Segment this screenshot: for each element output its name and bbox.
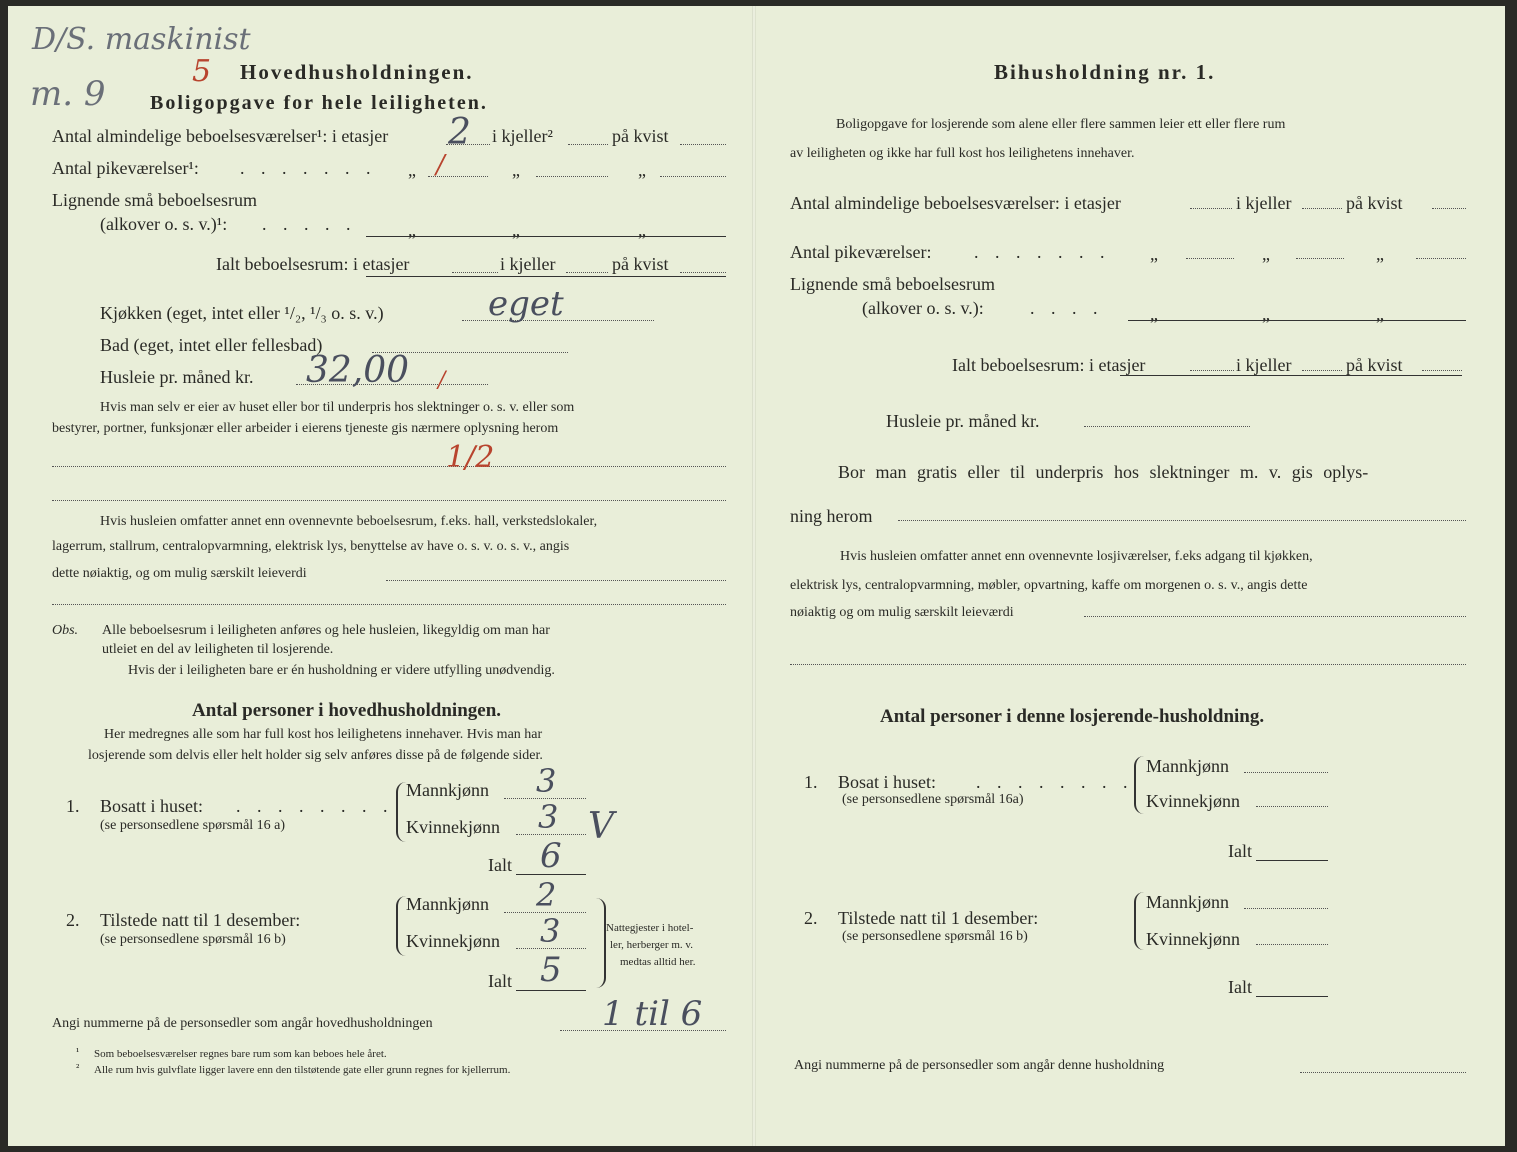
right-gratis-line1: Bor man gratis eller til underpris hos slektninger m. v. gis oplys-	[838, 462, 1369, 482]
handwritten-number: 5	[192, 54, 212, 89]
left-note1-field-2[interactable]	[52, 500, 726, 501]
left-note2-field-2[interactable]	[52, 604, 726, 605]
left-kvist-label: på kvist	[612, 126, 669, 146]
right-kvist-label: på kvist	[1346, 193, 1403, 213]
right-title: Bihusholdning nr. 1.	[994, 60, 1216, 84]
right-small-quote-3: „	[1376, 304, 1384, 324]
left-small-rooms-sub: (alkover o. s. v.)¹:	[100, 214, 228, 234]
left-ialt-etasjer-field[interactable]	[452, 272, 498, 273]
right-pike-quote-1: „	[1150, 244, 1158, 264]
left-night-note-3: medtas alltid her.	[620, 956, 696, 968]
left-footnote2-mark: ²	[76, 1062, 80, 1074]
left-kvist-field[interactable]	[680, 144, 726, 145]
right-rent-label: Husleie pr. måned kr.	[886, 411, 1040, 431]
right-pike-quote-2: „	[1262, 244, 1270, 264]
left-q1-ialt-label: Ialt	[488, 855, 512, 875]
left-kitchen-label: Kjøkken (eget, intet eller ¹/₂, ¹/₃ o. s. v.)	[100, 303, 384, 323]
left-persons-intro2: losjerende som delvis eller helt holder sig selv anføres disse på de følgende sider.	[88, 748, 543, 763]
left-note2-field[interactable]	[386, 580, 726, 581]
left-q1-label: Bosatt i huset:	[100, 796, 203, 816]
left-kjeller-field[interactable]	[568, 144, 608, 145]
right-q2-number: 2.	[804, 908, 818, 928]
left-ialt-kvist-label: på kvist	[612, 254, 669, 274]
left-note1-field[interactable]	[52, 466, 726, 467]
left-pike-quote-1: „	[408, 160, 416, 180]
right-etasjer-field[interactable]	[1190, 208, 1232, 209]
right-small-rooms-rule	[1128, 320, 1466, 321]
left-night-note-2: ler, herberger m. v.	[610, 939, 693, 951]
left-q1-sub: (se personsedlene spørsmål 16 a)	[100, 818, 286, 833]
left-note1-line1: Hvis man selv er eier av huset eller bor til underpris hos slektninger o. s. v. eller som	[100, 400, 575, 415]
left-small-quote-2: „	[512, 220, 520, 240]
right-q2-kvinne-label: Kvinnekjønn	[1146, 929, 1240, 949]
right-q1-kvinne-field[interactable]	[1256, 806, 1328, 807]
left-rooms-label: Antal almindelige beboelsesværelser¹: i etasjer	[52, 126, 389, 146]
handwritten-pike: /	[436, 150, 445, 180]
left-q2-ialt-label: Ialt	[488, 971, 512, 991]
left-footnote1: Som beboelsesværelser regnes bare rum som kan beboes hele året.	[94, 1048, 387, 1060]
left-q2-sub: (se personsedlene spørsmål 16 b)	[100, 932, 286, 947]
left-pike-quote-3: „	[638, 160, 646, 180]
page-fold	[752, 6, 756, 1146]
handwritten-q1-tick: V	[588, 806, 614, 847]
left-ialt-rum-label: Ialt beboelsesrum: i etasjer	[216, 254, 410, 274]
handwritten-ship: D/S. maskinist	[32, 22, 251, 57]
handwritten-etasjer: 2	[448, 112, 471, 153]
left-ialt-kjeller-label: i kjeller	[500, 254, 556, 274]
right-ialt-kjeller-field[interactable]	[1302, 370, 1342, 371]
right-intro-line2: av leiligheten og ikke har full kost hos leilighetens innehaver.	[790, 146, 1135, 161]
right-q2-mann-field[interactable]	[1244, 908, 1328, 909]
left-note2-line2: lagerrum, stallrum, centralopvarmning, elektrisk lys, benyttelse av have o. s. v. o. s. v., angis	[52, 539, 570, 554]
left-night-brace	[594, 898, 606, 988]
right-q1-mann-field[interactable]	[1244, 772, 1328, 773]
left-pike-kvist-field[interactable]	[660, 176, 726, 177]
handwritten-q1-mann: 3	[536, 762, 557, 800]
left-pike-quote-2: „	[512, 160, 520, 180]
left-kjeller-label: i kjeller²	[492, 126, 553, 146]
left-obs-line2: utleiet en del av leiligheten til losjerende.	[102, 642, 334, 657]
left-obs-line1: Alle beboelsesrum i leiligheten anføres og hele husleien, likegyldig om man har	[102, 623, 550, 638]
left-q2-ialt-field[interactable]	[516, 990, 586, 991]
right-q2-ialt-field[interactable]	[1256, 996, 1328, 997]
left-q1-kvinne-label: Kvinnekjønn	[406, 817, 500, 837]
left-small-quote-1: „	[408, 220, 416, 240]
right-note-line2: elektrisk lys, centralopvarmning, møbler, opvartning, kaffe om morgenen o. s. v., angis dette	[790, 578, 1308, 593]
right-ialt-kvist-field[interactable]	[1422, 370, 1462, 371]
left-rent-label: Husleie pr. måned kr.	[100, 367, 254, 387]
left-small-rooms-label: Lignende små beboelsesrum	[52, 190, 257, 210]
right-kvist-field[interactable]	[1432, 208, 1466, 209]
handwritten-q2-mann: 2	[536, 876, 557, 914]
handwritten-kitchen: eget	[488, 284, 564, 324]
right-rent-field[interactable]	[1084, 426, 1250, 427]
right-q1-label: Bosat i huset:	[838, 772, 936, 792]
right-q2-ialt-label: Ialt	[1228, 977, 1252, 997]
left-pike-dots: . . . . . . .	[240, 158, 377, 178]
left-q1-number: 1.	[66, 796, 80, 816]
left-q1-dots: . . . . . . . .	[236, 796, 394, 816]
left-ialt-rule	[366, 276, 726, 277]
left-small-dots: . . . . .	[262, 214, 357, 234]
handwritten-room: m. 9	[30, 74, 106, 114]
left-note2-line1: Hvis husleien omfatter annet enn ovennevnte beboelsesrum, f.eks. hall, verkstedslokaler,	[100, 514, 598, 529]
right-q2-brace	[1134, 892, 1146, 950]
right-rooms-label: Antal almindelige beboelsesværelser: i etasjer	[790, 193, 1121, 213]
left-note2-line3: dette nøiaktig, og om mulig særskilt leieverdi	[52, 566, 307, 581]
left-pike-kjeller-field[interactable]	[536, 176, 608, 177]
right-q2-mann-label: Mannkjønn	[1146, 892, 1229, 912]
right-q1-number: 1.	[804, 772, 818, 792]
left-note1-line2: bestyrer, portner, funksjonær eller arbeider i eierens tjeneste gis nærmere oplysning herom	[52, 421, 559, 436]
right-q2-kvinne-field[interactable]	[1256, 944, 1328, 945]
left-ialt-kjeller-field[interactable]	[566, 272, 608, 273]
right-persons-title: Antal personer i denne losjerende-husholdning.	[880, 706, 1265, 727]
left-footnote2: Alle rum hvis gulvflate ligger lavere enn den tilstøtende gate eller grunn regnes for kjellerrum.	[94, 1064, 511, 1076]
right-q1-brace	[1134, 756, 1146, 814]
handwritten-note-mark: 1/2	[446, 440, 495, 475]
right-intro-line1: Boligopgave for losjerende som alene eller flere sammen leier ett eller flere rum	[836, 117, 1286, 132]
left-q2-kvinne-label: Kvinnekjønn	[406, 931, 500, 951]
left-q2-number: 2.	[66, 910, 80, 930]
right-q1-mann-label: Mannkjønn	[1146, 756, 1229, 776]
right-q2-label: Tilstede natt til 1 desember:	[838, 908, 1039, 928]
right-gratis-line2: ning herom	[790, 506, 873, 526]
right-pike-label: Antal pikeværelser:	[790, 242, 932, 262]
right-small-quote-1: „	[1150, 304, 1158, 324]
left-q1-mann-label: Mannkjønn	[406, 780, 489, 800]
right-q1-ialt-label: Ialt	[1228, 841, 1252, 861]
right-pike-etasjer-field[interactable]	[1186, 258, 1234, 259]
left-q2-label: Tilstede natt til 1 desember:	[100, 910, 301, 930]
left-persons-title: Antal personer i hovedhusholdningen.	[192, 700, 502, 721]
left-obs-line3: Hvis der i leiligheten bare er én husholdning er videre utfylling unødvendig.	[128, 663, 555, 678]
right-note-field[interactable]	[1084, 616, 1466, 617]
right-ialt-rule	[1120, 375, 1462, 376]
right-ialt-kjeller-label: i kjeller	[1236, 355, 1292, 375]
right-note-line3: nøiaktig og om mulig særskilt leieværdi	[790, 605, 1014, 620]
handwritten-angi: 1 til 6	[602, 994, 703, 1034]
right-ialt-etasjer-field[interactable]	[1190, 370, 1234, 371]
left-persons-intro1: Her medregnes alle som har full kost hos leilighetens innehaver. Hvis man har	[104, 727, 543, 742]
left-q2-mann-label: Mannkjønn	[406, 894, 489, 914]
right-q1-dots: . . . . . . . .	[976, 772, 1134, 792]
right-ialt-kvist-label: på kvist	[1346, 355, 1403, 375]
right-q2-sub: (se personsedlene spørsmål 16 b)	[842, 929, 1028, 944]
left-small-rooms-rule	[366, 236, 726, 237]
handwritten-q1-ialt: 6	[540, 836, 562, 876]
left-subtitle: Boligopgave for hele leiligheten.	[150, 92, 488, 114]
right-angi-field[interactable]	[1300, 1072, 1466, 1073]
right-kjeller-field[interactable]	[1302, 208, 1342, 209]
right-kjeller-label: i kjeller	[1236, 193, 1292, 213]
right-ialt-rum-label: Ialt beboelsesrum: i etasjer	[952, 355, 1146, 375]
handwritten-rent-tick: /	[438, 368, 446, 393]
left-bath-label: Bad (eget, intet eller fellesbad)	[100, 335, 323, 355]
left-obs-label: Obs.	[52, 623, 79, 638]
left-pike-label: Antal pikeværelser¹:	[52, 158, 199, 178]
right-pike-kvist-field[interactable]	[1416, 258, 1466, 259]
left-title: Hovedhusholdningen.	[240, 60, 474, 84]
right-small-quote-2: „	[1262, 304, 1270, 324]
right-q1-kvinne-label: Kvinnekjønn	[1146, 791, 1240, 811]
right-note-field-2[interactable]	[790, 664, 1466, 665]
right-pike-dots: . . . . . . .	[974, 242, 1111, 262]
right-pike-kjeller-field[interactable]	[1296, 258, 1344, 259]
left-small-quote-3: „	[638, 220, 646, 240]
handwritten-q2-ialt: 5	[540, 950, 562, 990]
right-angi-label: Angi nummerne på de personsedler som angår denne husholdning	[794, 1058, 1165, 1073]
right-q1-ialt-field[interactable]	[1256, 860, 1328, 861]
right-pike-quote-3: „	[1376, 244, 1384, 264]
right-small-rooms-label: Lignende små beboelsesrum	[790, 274, 995, 294]
left-footnote1-mark: ¹	[76, 1046, 80, 1058]
handwritten-rent: 32,00	[306, 350, 410, 391]
left-night-note-1: Nattegjester i hotel-	[606, 922, 694, 934]
left-angi-label: Angi nummerne på de personsedler som angår hovedhusholdningen	[52, 1016, 433, 1031]
right-q1-sub: (se personsedlene spørsmål 16a)	[842, 792, 1024, 807]
handwritten-q2-kvinne: 3	[540, 912, 561, 950]
handwritten-q1-kvinne: 3	[538, 798, 559, 836]
right-small-rooms-sub: (alkover o. s. v.):	[862, 298, 984, 318]
right-small-dots: . . . .	[1030, 298, 1104, 318]
right-note-line1: Hvis husleien omfatter annet enn ovennevnte losjiværelser, f.eks adgang til kjøkken,	[840, 549, 1313, 564]
right-gratis-field[interactable]	[898, 520, 1466, 521]
left-ialt-kvist-field[interactable]	[680, 272, 726, 273]
